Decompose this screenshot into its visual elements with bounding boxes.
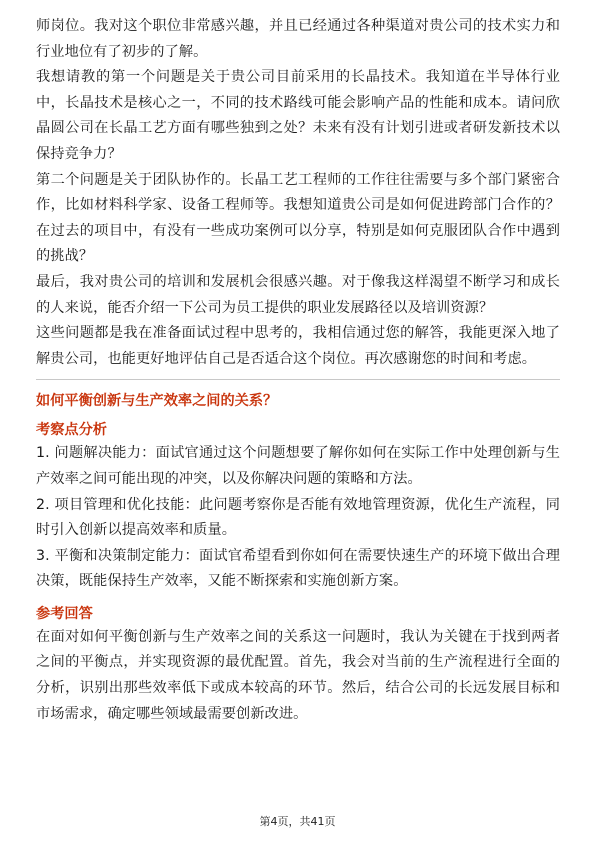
document-page	[36, 14, 560, 727]
analysis-item-1: 1. 问题解决能力：面试官通过这个问题想要了解你如何在实际工作中处理创新与生产效率之间可能出现的冲突，以及你解决问题的策略和方法。	[36, 445, 560, 487]
answer-heading: 参考回答	[36, 605, 93, 622]
intro-paragraph-1: 师岗位。我对这个职位非常感兴趣，并且已经通过各种渠道对贵公司的技术实力和行业地位有了初步的了解。	[36, 18, 560, 60]
section-title: 如何平衡创新与生产效率之间的关系？	[36, 393, 278, 410]
intro-paragraph-4: 最后，我对贵公司的培训和发展机会很感兴趣。对于像我这样渴望不断学习和成长的人来说，能否介绍一下公司为员工提供的职业发展路径以及培训资源？	[36, 273, 560, 316]
answer-paragraph: 在面对如何平衡创新与生产效率之间的关系这一问题时，我认为关键在于找到两者之间的平衡点，并实现资源的最优配置。首先，我会对当前的生产流程进行全面的分析，识别出那些效率低下或成本较高的环节。然后，结合公司的长远发展目标和市场需求，确定哪些领域最需要创新改进。	[36, 628, 560, 722]
analysis-item-2: 2. 项目管理和优化技能：此问题考察你是否能有效地管理资源，优化生产流程，同时引入创新以提高效率和质量。	[36, 496, 560, 539]
intro-paragraph-3: 第二个问题是关于团队协作的。长晶工艺工程师的工作往往需要与多个部门紧密合作，比如材料科学家、设备工程师等。我想知道贵公司是如何促进跨部门合作的？在过去的项目中，有没有一些成功案例可以分享，特别是如何克服团队合作中遇到的挑战？	[36, 171, 560, 265]
page-number-footer: 第4页，共41页	[259, 815, 336, 828]
section-divider	[36, 379, 560, 380]
intro-paragraph-2: 我想请教的第一个问题是关于贵公司目前采用的长晶技术。我知道在半导体行业中，长晶技术是核心之一，不同的技术路线可能会影响产品的性能和成本。请问欣晶圆公司在长晶工艺方面有哪些独到之处？未来有没有计划引进或者研发新技术以保持竞争力？	[36, 69, 560, 162]
intro-paragraph-5: 这些问题都是我在准备面试过程中思考的，我相信通过您的解答，我能更深入地了解贵公司，也能更好地评估自己是否适合这个岗位。再次感谢您的时间和考虑。	[36, 325, 560, 367]
analysis-heading: 考察点分析	[36, 422, 107, 439]
analysis-item-3: 3. 平衡和决策制定能力：面试官希望看到你如何在需要快速生产的环境下做出合理决策，既能保持生产效率，又能不断探索和实施创新方案。	[36, 547, 560, 590]
